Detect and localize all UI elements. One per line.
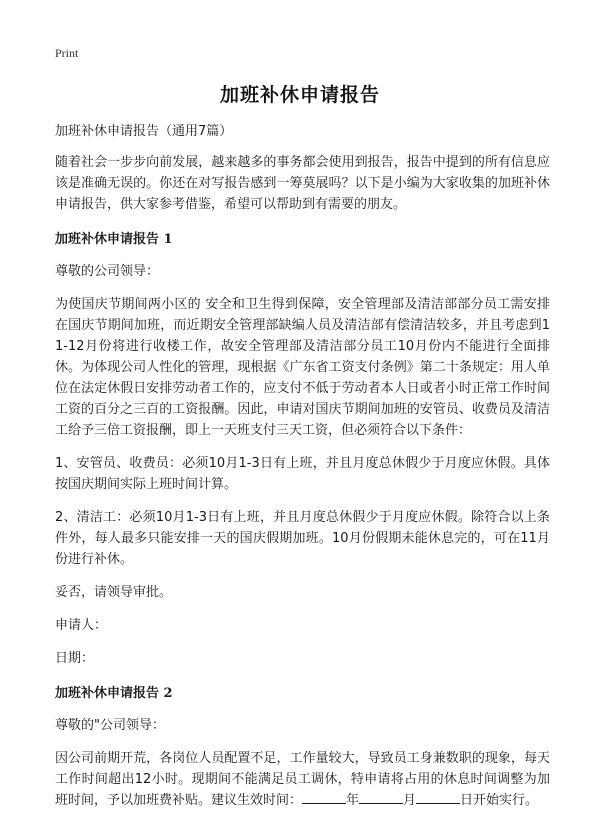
month-blank	[359, 790, 403, 804]
document-body	[55, 121, 550, 823]
document-subtitle: 加班补休申请报告（通用7篇）	[55, 124, 233, 139]
section-2-salutation: 尊敬的"公司领导：	[55, 718, 165, 733]
print-label[interactable]: Print	[55, 46, 79, 60]
section-1-item-1: 1、安管员、收费员：必须10月1-3日有上班，并且月度总休假少于月度应休假。具体按国庆期间实际上班时间计算。	[55, 456, 550, 492]
section-2-body-text: 因公司前期开荒，各岗位人员配置不足，工作量较大，导致员工身兼数职的现象，每天工作时间超出12小时。现期间不能满足员工调休，特申请将占用的休息时间调整为加班时间，予以加班费补贴。建议生效时间：	[55, 751, 550, 808]
year-blank	[302, 790, 346, 804]
intro-paragraph: 随着社会一步步向前发展，越来越多的事务都会使用到报告，报告中提到的所有信息应该是准确无误的。你还在对写报告感到一筹莫展吗？以下是小编为大家收集的加班补休申请报告，供大家参考借鉴，希望可以帮助到有需要的朋友。	[55, 155, 550, 212]
section-1-applicant: 申请人：	[55, 618, 108, 633]
section-1-body: 为使国庆节期间两小区的 安全和卫生得到保障，安全管理部及清洁部部分员工需安排在国庆节期间加班，而近期安全管理部缺编人员及清洁部有偿清洁较多，并且考虑到11-12月份将进行收楼工作，故安全管理部及清洁部分员工10月份内不能进行全面排休。为体现公司人性化的管理，现根据《广东省工资支付条例》第二十条规定：用人单位在法定休假日安排劳动者工作的，应支付不低于劳动者本人日或者小时正常工作时间工资的百分之三百的工资报酬。因此，申请对国庆节期间加班的安管员、收费员及清洁工给予三倍工资报酬，即上一天班支付三天工资，但必须符合以下条件：	[55, 297, 550, 438]
section-1-closing: 妥否，请领导审批。	[55, 585, 173, 600]
month-label: 月	[403, 793, 417, 808]
section-2-body	[55, 748, 550, 811]
section-1-heading: 加班补休申请报告 1	[55, 232, 173, 247]
year-label: 年	[346, 793, 360, 808]
section-2-heading: 加班补休申请报告 2	[55, 686, 173, 701]
section-1-date: 日期：	[55, 651, 95, 666]
day-label: 日开始实行。	[460, 793, 539, 808]
document-title: 加班补休申请报告	[219, 84, 380, 106]
section-1-salutation: 尊敬的公司领导：	[55, 264, 160, 279]
section-1-item-2: 2、清洁工：必须10月1-3日有上班，并且月度总休假少于月度应休假。除符合以上条件外，每人最多只能安排一天的国庆假期加班。10月份假期未能休息完的，可在11月份进行补休。	[55, 510, 550, 567]
day-blank	[416, 790, 460, 804]
